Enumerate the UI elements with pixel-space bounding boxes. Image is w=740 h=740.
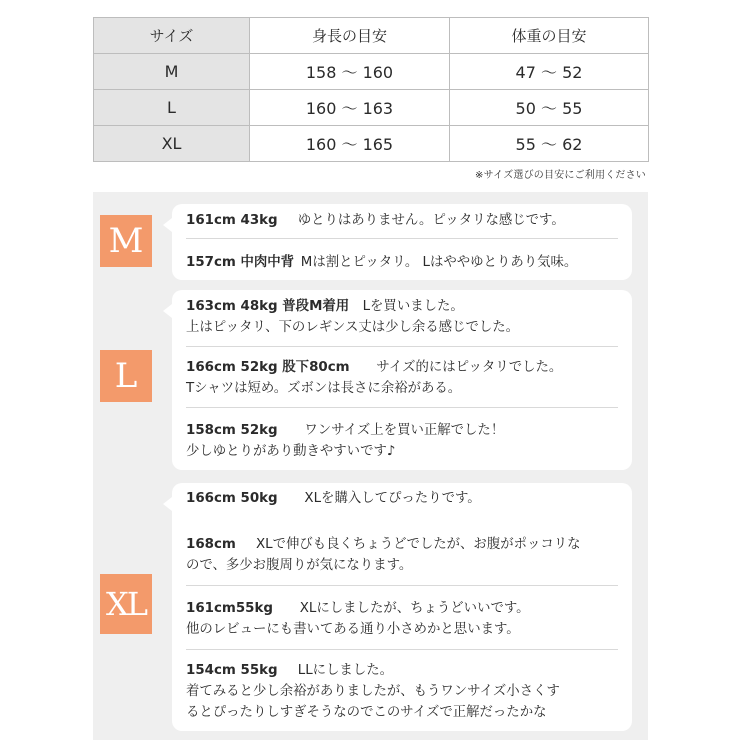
review-item [186, 585, 618, 649]
height-cell: 160 〜 165 [250, 126, 450, 162]
table-row [94, 126, 649, 162]
height-cell: 158 〜 160 [250, 54, 450, 90]
review-lead: 168cm [186, 537, 236, 552]
review-text: ゆとりはありません。ピッタリな感じです。 [297, 213, 565, 228]
review-item [186, 238, 618, 280]
review-lead: 154cm 55kg [186, 663, 278, 678]
review-text: Mは割とピッタリ。 Lはややゆとりあり気味。 [300, 255, 578, 270]
size-badge-l: L [100, 350, 152, 402]
size-badge-m: M [100, 215, 152, 267]
size-badge-xl: XL [100, 574, 152, 634]
review-text: XLにしましたが、ちょうどいいです。 [299, 601, 530, 616]
review-text: ワンサイズ上を買い正解でした！ [304, 423, 505, 438]
review-item [186, 204, 618, 238]
size-cell: M [94, 54, 250, 90]
review-item [186, 483, 618, 522]
review-text: 他のレビューにも書いてある通り小さめかと思います。 [186, 622, 520, 637]
review-item [186, 522, 618, 585]
table-row [94, 54, 649, 90]
review-text: Lを買いました。 [362, 299, 464, 314]
review-text: 上はピッタリ、下のレギンス丈は少し余る感じでした。 [186, 320, 520, 335]
header-height: 身長の目安 [250, 18, 450, 54]
review-text: XLを購入してぴったりです。 [304, 491, 481, 506]
review-text: Tシャツは短め。ズボンは長さに余裕がある。 [186, 381, 462, 396]
review-bubble-xl [172, 483, 632, 731]
review-text: サイズ的にはピッタリでした。 [376, 360, 563, 375]
review-text: XLで伸びも良くちょうどでしたが、お腹がポッコリな [255, 537, 581, 552]
review-bubble-l [172, 290, 632, 470]
review-item [186, 407, 618, 470]
header-weight: 体重の目安 [450, 18, 649, 54]
weight-cell: 47 〜 52 [450, 54, 649, 90]
review-text: LLにしました。 [297, 663, 393, 678]
review-bubble-m [172, 204, 632, 280]
review-text: 少しゆとりがあり動きやすいです♪ [186, 444, 396, 459]
table-note: ※サイズ選びの目安にご利用ください [475, 170, 646, 181]
table-row [94, 90, 649, 126]
review-lead: 166cm 50kg [186, 491, 278, 506]
size-cell: XL [94, 126, 250, 162]
review-item [186, 649, 618, 731]
review-item [186, 290, 618, 346]
review-lead: 157cm 中肉中背 [186, 255, 295, 270]
review-lead: 158cm 52kg [186, 423, 278, 438]
review-lead: 161cm55kg [186, 601, 273, 616]
review-text: るとぴったりしすぎそうなのでこのサイズで正解だったかな [186, 705, 547, 720]
size-cell: L [94, 90, 250, 126]
review-lead: 166cm 52kg 股下80cm [186, 360, 350, 375]
review-item [186, 346, 618, 407]
review-text: 着てみると少し余裕がありましたが、もうワンサイズ小さくす [186, 684, 560, 699]
height-cell: 160 〜 163 [250, 90, 450, 126]
review-lead: 163cm 48kg 普段M着用 [186, 299, 350, 314]
header-size: サイズ [94, 18, 250, 54]
weight-cell: 50 〜 55 [450, 90, 649, 126]
table-header-row [94, 18, 649, 54]
weight-cell: 55 〜 62 [450, 126, 649, 162]
review-text: ので、多少お腹周りが気になります。 [186, 558, 413, 573]
review-lead: 161cm 43kg [186, 213, 278, 228]
size-table [93, 17, 649, 162]
